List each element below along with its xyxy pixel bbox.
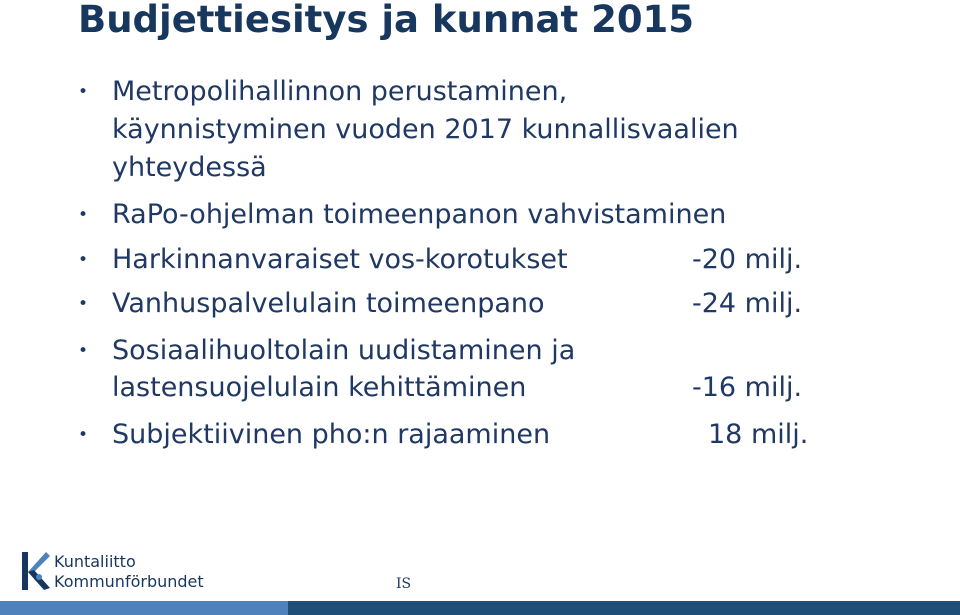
bullet-icon: • <box>78 425 89 445</box>
budget-amount: -20 milj. <box>692 244 803 275</box>
bullet-item-text: Harkinnanvaraiset vos-korotukset <box>112 244 568 275</box>
bullet-item-text: RaPo-ohjelman toimeenpanon vahvistaminen <box>112 199 727 230</box>
logo-text-finnish: Kuntaliitto <box>54 552 136 571</box>
bullet-item-text: Vanhuspalvelulain toimeenpano <box>112 288 545 319</box>
kuntaliitto-logo <box>22 550 222 596</box>
bullet-item-text: Subjektiivinen pho:n rajaaminen <box>112 419 551 450</box>
bullet-item-text: lastensuojelulain kehittäminen <box>112 372 527 403</box>
footer-label: IS <box>396 576 412 592</box>
bullet-icon: • <box>78 294 89 314</box>
kuntaliitto-k-logo-icon <box>22 550 50 592</box>
bullet-icon: • <box>78 82 89 102</box>
bullet-item-text: Sosiaalihuoltolain uudistaminen ja <box>112 335 576 366</box>
budget-amount: 18 milj. <box>708 419 809 450</box>
budget-amount: -16 milj. <box>692 372 803 403</box>
bullet-item-text: käynnistyminen vuoden 2017 kunnallisvaalien <box>112 114 739 145</box>
footer-bar <box>0 601 960 615</box>
bullet-icon: • <box>78 205 89 225</box>
footer-bar-segment-light <box>0 601 288 615</box>
bullet-icon: • <box>78 341 89 361</box>
logo-text-swedish: Kommunförbundet <box>54 572 204 591</box>
footer-bar-segment-dark <box>288 601 960 615</box>
slide-title: Budjettiesitys ja kunnat 2015 <box>78 0 695 41</box>
bullet-item-text: Metropolihallinnon perustaminen, <box>112 76 568 107</box>
bullet-item-text: yhteydessä <box>112 152 267 183</box>
bullet-icon: • <box>78 250 89 270</box>
budget-amount: -24 milj. <box>692 288 803 319</box>
